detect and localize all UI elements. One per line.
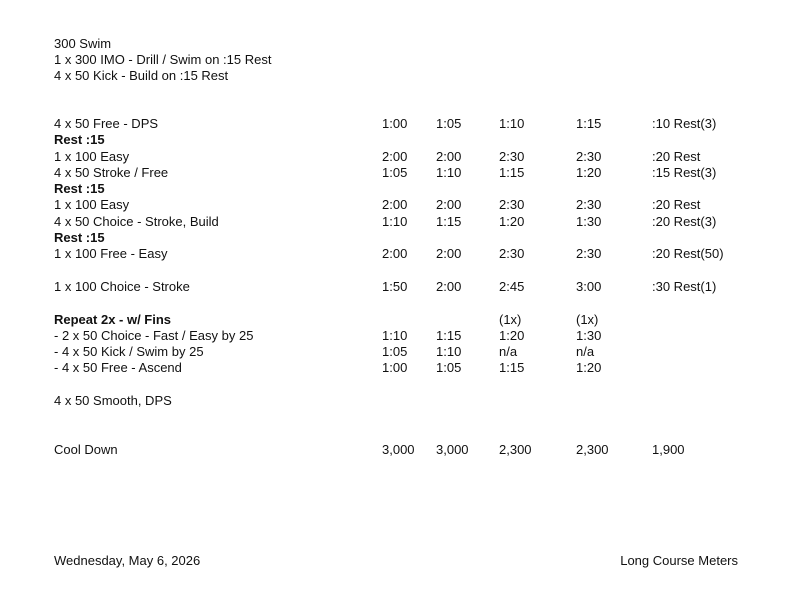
interval-col-1: 2:00 [382,148,408,164]
interval-col-3: 1:20 [499,213,525,229]
interval-col-4: 1:30 [576,213,602,229]
interval-col-4: 2:30 [576,197,602,213]
interval-col-3: 1:10 [499,116,525,131]
workout-table [54,116,754,458]
interval-col-1: 1:10 [382,327,408,343]
workout-row [54,165,754,181]
workout-row [54,442,754,458]
set-description: - 2 x 50 Choice - Fast / Easy by 25 [54,327,254,343]
interval-col-4: 2:30 [576,148,602,164]
interval-col-3: n/a [499,344,518,360]
set-description: - 4 x 50 Free - Ascend [54,360,182,376]
interval-col-1: 1:00 [382,360,408,376]
workout-row [54,426,754,442]
set-description: 1 x 100 Free - Easy [54,246,168,262]
header-line-1: 300 Swim [54,36,112,51]
workout-row [54,360,754,376]
set-description: Rest :15 [54,230,105,246]
interval-col-5: :10 Rest(3) [652,116,717,131]
workout-row [54,328,754,344]
interval-col-1: 1:05 [382,164,408,180]
interval-col-1: 3,000 [382,441,415,457]
interval-col-4: 2,300 [576,441,609,457]
workout-row [54,149,754,165]
interval-col-5: :30 Rest(1) [652,278,717,294]
set-description: 4 x 50 Choice - Stroke, Build [54,213,219,229]
interval-col-3: 2,300 [499,441,532,457]
workout-row [54,377,754,393]
workout-row [54,132,754,148]
workout-row [54,214,754,230]
interval-col-4: 1:20 [576,164,602,180]
interval-col-5: :20 Rest [652,148,701,164]
set-description: Rest :15 [54,132,105,148]
workout-row [54,279,754,295]
interval-col-5: :20 Rest(50) [652,246,724,262]
interval-col-1: 1:05 [382,344,408,360]
interval-col-1: 1:00 [382,116,408,131]
interval-col-3: 1:15 [499,164,525,180]
interval-col-3: (1x) [499,311,522,327]
interval-col-3: 2:30 [499,148,525,164]
workout-row [54,344,754,360]
interval-col-3: 2:45 [499,278,525,294]
interval-col-2: 1:10 [436,164,462,180]
set-description: Rest :15 [54,181,105,197]
set-description: 1 x 100 Easy [54,148,130,164]
interval-col-4: 3:00 [576,278,602,294]
workout-row [54,246,754,262]
interval-col-2: 2:00 [436,246,462,262]
interval-col-4: 1:20 [576,360,602,376]
interval-col-2: 1:15 [436,327,462,343]
interval-col-2: 2:00 [436,197,462,213]
workout-row [54,263,754,279]
footer-course: Long Course Meters [620,553,738,568]
interval-col-5: :20 Rest [652,197,701,213]
interval-col-1: 2:00 [382,246,408,262]
set-description: 4 x 50 Smooth, DPS [54,393,172,409]
interval-col-4: n/a [576,344,595,360]
footer-date: Wednesday, May 6, 2026 [54,553,201,568]
interval-col-1: 1:50 [382,278,408,294]
interval-col-4: (1x) [576,311,599,327]
workout-row [54,312,754,328]
set-description: Cool Down [54,441,118,457]
workout-row [54,116,754,132]
interval-col-2: 1:05 [436,360,462,376]
set-description: 1 x 100 Easy [54,197,130,213]
interval-col-4: 2:30 [576,246,602,262]
interval-col-2: 2:00 [436,148,462,164]
workout-row [54,197,754,213]
workout-row [54,393,754,409]
interval-col-4: 1:15 [576,116,602,131]
interval-col-1: 1:10 [382,213,408,229]
interval-col-5: :15 Rest(3) [652,164,717,180]
interval-col-2: 2:00 [436,278,462,294]
set-description: - 4 x 50 Kick / Swim by 25 [54,344,204,360]
set-description: 4 x 50 Free - DPS [54,116,159,131]
interval-col-3: 1:15 [499,360,525,376]
interval-col-2: 1:10 [436,344,462,360]
header-line-2: 1 x 300 IMO - Drill / Swim on :15 Rest [54,52,272,67]
set-description: 4 x 50 Stroke / Free [54,164,169,180]
interval-col-1: 2:00 [382,197,408,213]
workout-row [54,230,754,246]
workout-row [54,409,754,425]
workout-row [54,181,754,197]
interval-col-5: :20 Rest(3) [652,213,717,229]
interval-col-2: 1:15 [436,213,462,229]
workout-row [54,295,754,311]
set-description: 1 x 100 Choice - Stroke [54,278,190,294]
header-line-3: 4 x 50 Kick - Build on :15 Rest [54,68,229,83]
set-description: Repeat 2x - w/ Fins [54,311,172,327]
interval-col-3: 2:30 [499,246,525,262]
interval-col-2: 3,000 [436,441,469,457]
interval-col-4: 1:30 [576,327,602,343]
interval-col-5: 1,900 [652,441,685,457]
interval-col-3: 2:30 [499,197,525,213]
interval-col-3: 1:20 [499,327,525,343]
interval-col-2: 1:05 [436,116,462,131]
